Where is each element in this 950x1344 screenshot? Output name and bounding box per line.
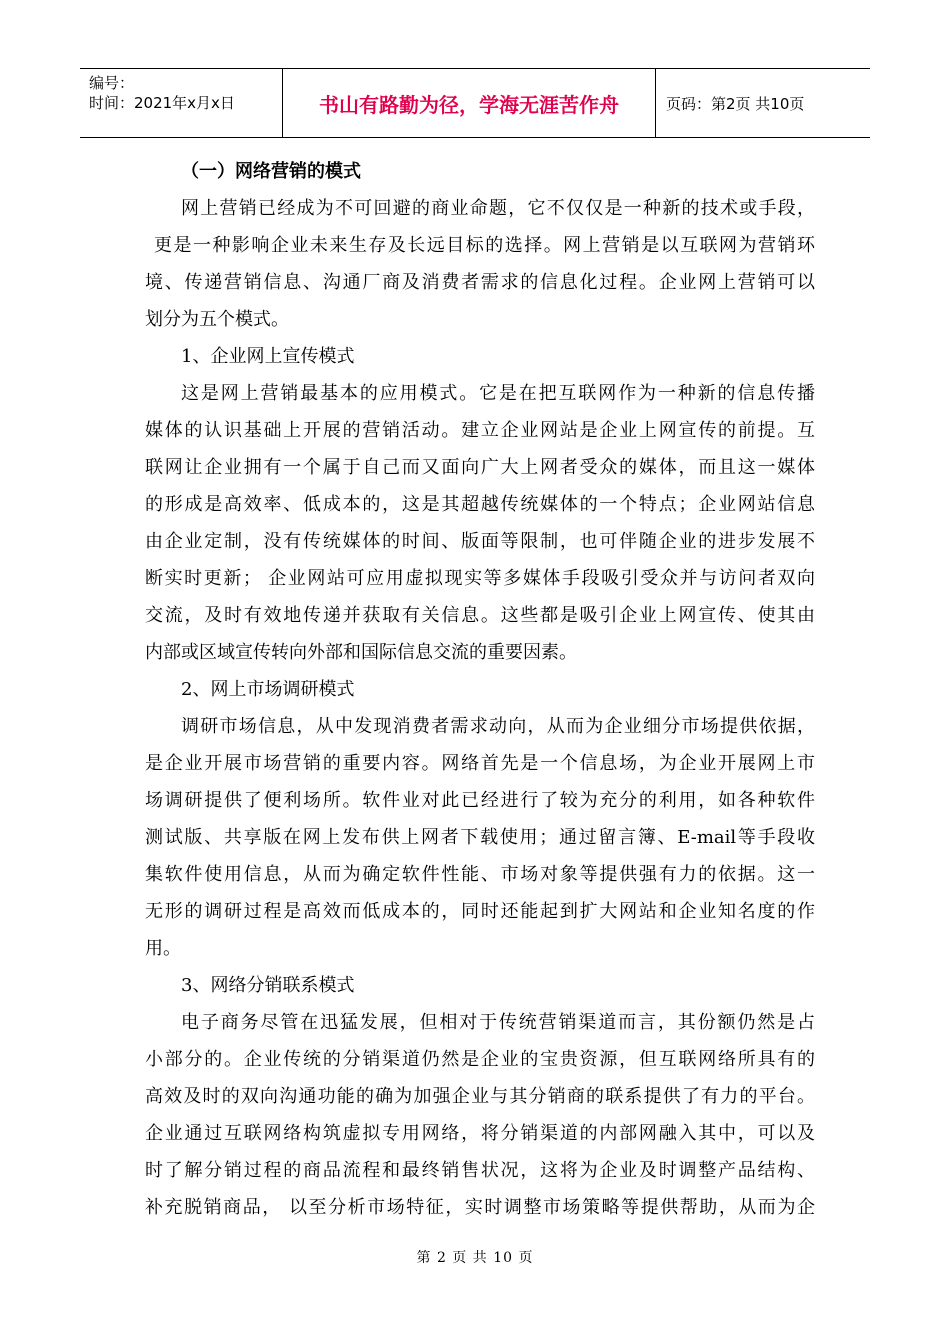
paragraph-line: 小部分的。企业传统的分销渠道仍然是企业的宝贵资源，但互联网络所具有的 (145, 1049, 815, 1070)
paragraph-line: 境、传递营销信息、沟通厂商及消费者需求的信息化过程。企业网上营销可以 (145, 272, 815, 293)
paragraph-line: 内部或区域宣传转向外部和国际信息交流的重要因素。 (145, 642, 577, 663)
paragraph-line: 场调研提供了便利场所。软件业对此已经进行了较为充分的利用，如各种软件 (145, 790, 815, 811)
header-page-info: 页码：第2页 共10页 (666, 94, 805, 113)
paragraph-line: 这是网上营销最基本的应用模式。它是在把互联网作为一种新的信息传播 (181, 383, 815, 404)
paragraph-line: 更是一种影响企业未来生存及长远目标的选择。网上营销是以互联网为营销环 (154, 235, 815, 256)
paragraph-line: 补充脱销商品， 以至分析市场特征，实时调整市场策略等提供帮助，从而为企 (145, 1197, 815, 1218)
paragraph-line: 企业通过互联网络构筑虚拟专用网络，将分销渠道的内部网融入其中，可以及 (145, 1123, 815, 1144)
header-meta (80, 69, 283, 137)
document-time: 时间：2021年x月x日 (89, 94, 235, 112)
section-heading: （一）网络营销的模式 (181, 161, 361, 182)
paragraph-line: 断实时更新； 企业网站可应用虚拟现实等多媒体手段吸引受众并与访问者双向 (145, 568, 815, 589)
paragraph-line: 联网让企业拥有一个属于自己而又面向广大上网者受众的媒体，而且这一媒体 (145, 457, 815, 478)
paragraph-line: 电子商务尽管在迅猛发展，但相对于传统营销渠道而言，其份额仍然是占 (181, 1012, 815, 1033)
paragraph-line: 测试版、共享版在网上发布供上网者下载使用；通过留言簿、E-mail等手段收 (145, 827, 815, 848)
paragraph-line: 用。 (145, 938, 181, 959)
paragraph-line: 网上营销已经成为不可回避的商业命题，它不仅仅是一种新的技术或手段， (181, 198, 815, 219)
paragraph-line: 划分为五个模式。 (145, 309, 289, 330)
paragraph-line: 交流，及时有效地传递并获取有关信息。这些都是吸引企业上网宣传、使其由 (145, 605, 815, 626)
paragraph-line: 由企业定制，没有传统媒体的时间、版面等限制，也可伴随企业的进步发展不 (145, 531, 815, 552)
paragraph-line: 的形成是高效率、低成本的，这是其超越传统媒体的一个特点；企业网站信息 (145, 494, 815, 515)
header-table (80, 68, 870, 138)
paragraph-line: 无形的调研过程是高效而低成本的，同时还能起到扩大网站和企业知名度的作 (145, 901, 815, 922)
paragraph-line: 是企业开展市场营销的重要内容。网络首先是一个信息场，为企业开展网上市 (145, 753, 815, 774)
page-footer: 第 2 页 共 10 页 (416, 1250, 534, 1266)
paragraph-line: 集软件使用信息，从而为确定软件性能、市场对象等提供强有力的依据。这一 (145, 864, 815, 885)
subsection-heading: 2、网上市场调研模式 (181, 679, 355, 700)
document-body (145, 153, 815, 1226)
paragraph-line: 时了解分销过程的商品流程和最终销售状况，这将为企业及时调整产品结构、 (145, 1160, 815, 1181)
paragraph-line: 调研市场信息，从中发现消费者需求动向，从而为企业细分市场提供依据， (181, 716, 815, 737)
header-motto: 书山有路勤为径，学海无涯苦作舟 (283, 69, 656, 137)
subsection-heading: 1、企业网上宣传模式 (181, 346, 355, 367)
subsection-heading: 3、网络分销联系模式 (181, 975, 355, 996)
document-number: 编号： (89, 74, 135, 92)
paragraph-line: 媒体的认识基础上开展的营销活动。建立企业网站是企业上网宣传的前提。互 (145, 420, 815, 441)
paragraph-line: 高效及时的双向沟通功能的确为加强企业与其分销商的联系提供了有力的平台。 (145, 1086, 815, 1107)
